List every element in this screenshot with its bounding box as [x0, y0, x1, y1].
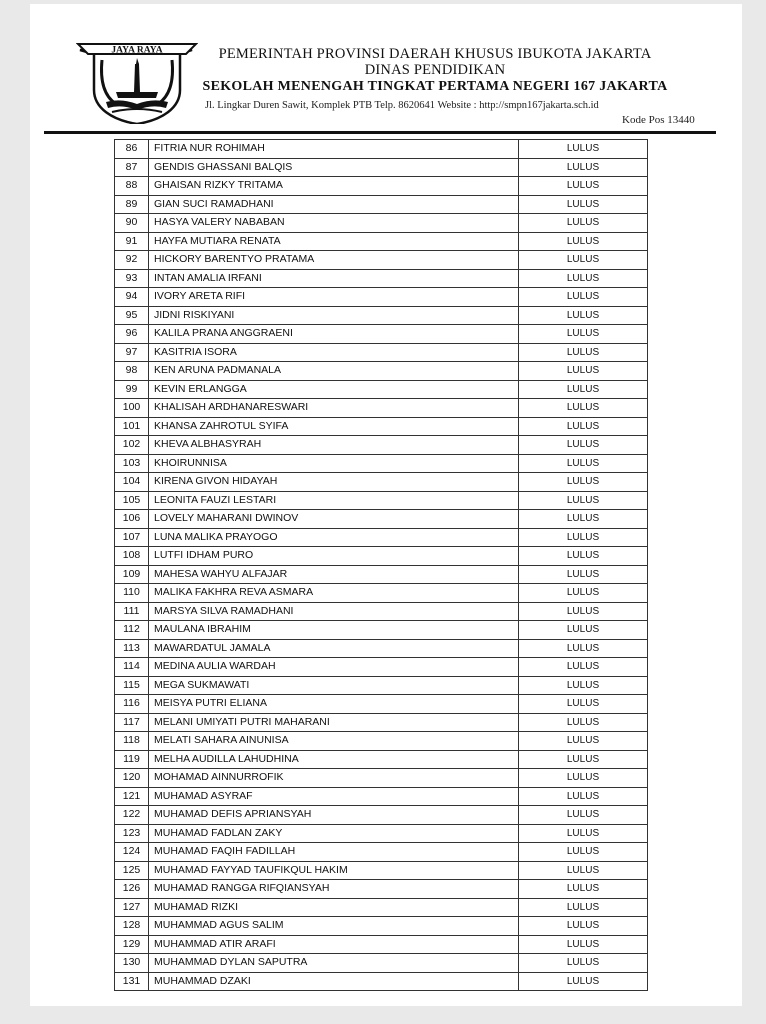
- graduation-status: LULUS: [519, 584, 648, 603]
- graduation-status: LULUS: [519, 232, 648, 251]
- row-number: 91: [115, 232, 149, 251]
- department-line: DINAS PENDIDIKAN: [364, 62, 506, 78]
- table-row: [115, 621, 648, 640]
- student-name: LUNA MALIKA PRAYOGO: [149, 528, 519, 547]
- student-name: HASYA VALERY NABABAN: [149, 214, 519, 233]
- graduation-status: LULUS: [519, 917, 648, 936]
- row-number: 119: [115, 750, 149, 769]
- student-name: MELHA AUDILLA LAHUDHINA: [149, 750, 519, 769]
- graduation-status: LULUS: [519, 732, 648, 751]
- row-number: 93: [115, 269, 149, 288]
- graduation-status: LULUS: [519, 380, 648, 399]
- row-number: 108: [115, 547, 149, 566]
- table-row: [115, 436, 648, 455]
- row-number: 118: [115, 732, 149, 751]
- row-number: 115: [115, 676, 149, 695]
- graduation-status: LULUS: [519, 251, 648, 270]
- row-number: 128: [115, 917, 149, 936]
- graduation-status: LULUS: [519, 676, 648, 695]
- student-name: GIAN SUCI RAMADHANI: [149, 195, 519, 214]
- row-number: 86: [115, 140, 149, 159]
- row-number: 124: [115, 843, 149, 862]
- table-row: [115, 861, 648, 880]
- row-number: 95: [115, 306, 149, 325]
- table-row: [115, 454, 648, 473]
- row-number: 98: [115, 362, 149, 381]
- table-row: [115, 917, 648, 936]
- table-row: [115, 880, 648, 899]
- graduation-status: LULUS: [519, 306, 648, 325]
- graduation-status: LULUS: [519, 639, 648, 658]
- graduation-status: LULUS: [519, 343, 648, 362]
- graduation-status: LULUS: [519, 140, 648, 159]
- table-row: [115, 676, 648, 695]
- table-row: [115, 935, 648, 954]
- table-row: [115, 713, 648, 732]
- table-row: [115, 214, 648, 233]
- row-number: 106: [115, 510, 149, 529]
- row-number: 127: [115, 898, 149, 917]
- graduation-status: LULUS: [519, 269, 648, 288]
- table-row: [115, 288, 648, 307]
- table-row: [115, 269, 648, 288]
- row-number: 121: [115, 787, 149, 806]
- graduation-status: LULUS: [519, 861, 648, 880]
- graduation-status: LULUS: [519, 417, 648, 436]
- graduation-status: LULUS: [519, 454, 648, 473]
- row-number: 105: [115, 491, 149, 510]
- row-number: 116: [115, 695, 149, 714]
- student-name: KEVIN ERLANGGA: [149, 380, 519, 399]
- student-name: JIDNI RISKIYANI: [149, 306, 519, 325]
- row-number: 113: [115, 639, 149, 658]
- graduation-status: LULUS: [519, 195, 648, 214]
- graduation-status: LULUS: [519, 972, 648, 991]
- student-name: MAWARDATUL JAMALA: [149, 639, 519, 658]
- table-row: [115, 639, 648, 658]
- table-row: [115, 769, 648, 788]
- student-name: INTAN AMALIA IRFANI: [149, 269, 519, 288]
- student-name: LEONITA FAUZI LESTARI: [149, 491, 519, 510]
- graduation-status: LULUS: [519, 787, 648, 806]
- graduation-status: LULUS: [519, 565, 648, 584]
- student-name: KHOIRUNNISA: [149, 454, 519, 473]
- table-row: [115, 195, 648, 214]
- student-name: MUHAMMAD DYLAN SAPUTRA: [149, 954, 519, 973]
- school-name: SEKOLAH MENENGAH TINGKAT PERTAMA NEGERI 167 JAKARTA: [202, 79, 668, 94]
- row-number: 109: [115, 565, 149, 584]
- table-row: [115, 473, 648, 492]
- graduation-status: LULUS: [519, 695, 648, 714]
- table-row: [115, 177, 648, 196]
- graduation-status: LULUS: [519, 824, 648, 843]
- student-name: MARSYA SILVA RAMADHANI: [149, 602, 519, 621]
- graduation-status: LULUS: [519, 491, 648, 510]
- student-name: LOVELY MAHARANI DWINOV: [149, 510, 519, 529]
- table-row: [115, 491, 648, 510]
- row-number: 96: [115, 325, 149, 344]
- table-row: [115, 140, 648, 159]
- graduation-status: LULUS: [519, 954, 648, 973]
- graduation-status: LULUS: [519, 436, 648, 455]
- student-name: MALIKA FAKHRA REVA ASMARA: [149, 584, 519, 603]
- row-number: 117: [115, 713, 149, 732]
- graduation-status: LULUS: [519, 158, 648, 177]
- row-number: 88: [115, 177, 149, 196]
- table-row: [115, 158, 648, 177]
- graduation-status: LULUS: [519, 510, 648, 529]
- student-name: MUHAMAD DEFIS APRIANSYAH: [149, 806, 519, 825]
- row-number: 107: [115, 528, 149, 547]
- government-line: PEMERINTAH PROVINSI DAERAH KHUSUS IBUKOTA JAKARTA: [218, 46, 652, 62]
- student-name: KASITRIA ISORA: [149, 343, 519, 362]
- row-number: 126: [115, 880, 149, 899]
- row-number: 120: [115, 769, 149, 788]
- row-number: 87: [115, 158, 149, 177]
- graduation-status: LULUS: [519, 621, 648, 640]
- table-row: [115, 584, 648, 603]
- table-row: [115, 787, 648, 806]
- row-number: 123: [115, 824, 149, 843]
- row-number: 103: [115, 454, 149, 473]
- student-name: MUHAMMAD AGUS SALIM: [149, 917, 519, 936]
- row-number: 104: [115, 473, 149, 492]
- graduation-status: LULUS: [519, 362, 648, 381]
- graduation-status: LULUS: [519, 713, 648, 732]
- table-row: [115, 972, 648, 991]
- student-name: IVORY ARETA RIFI: [149, 288, 519, 307]
- student-name: MUHAMAD ASYRAF: [149, 787, 519, 806]
- student-name: KHEVA ALBHASYRAH: [149, 436, 519, 455]
- graduation-status: LULUS: [519, 658, 648, 677]
- table-row: [115, 695, 648, 714]
- header-divider: [44, 131, 716, 134]
- student-results-table: [114, 139, 648, 991]
- graduation-status: LULUS: [519, 399, 648, 418]
- graduation-status: LULUS: [519, 769, 648, 788]
- table-row: [115, 824, 648, 843]
- student-name: MUHAMAD FADLAN ZAKY: [149, 824, 519, 843]
- table-row: [115, 232, 648, 251]
- student-name: MUHAMAD FAYYAD TAUFIKQUL HAKIM: [149, 861, 519, 880]
- student-name: MELATI SAHARA AINUNISA: [149, 732, 519, 751]
- row-number: 130: [115, 954, 149, 973]
- row-number: 102: [115, 436, 149, 455]
- table-row: [115, 251, 648, 270]
- row-number: 129: [115, 935, 149, 954]
- table-row: [115, 732, 648, 751]
- student-name: KALILA PRANA ANGGRAENI: [149, 325, 519, 344]
- table-row: [115, 417, 648, 436]
- graduation-status: LULUS: [519, 880, 648, 899]
- student-name: MUHAMAD FAQIH FADILLAH: [149, 843, 519, 862]
- student-name: KEN ARUNA PADMANALA: [149, 362, 519, 381]
- graduation-status: LULUS: [519, 935, 648, 954]
- graduation-status: LULUS: [519, 214, 648, 233]
- table-row: [115, 658, 648, 677]
- row-number: 92: [115, 251, 149, 270]
- row-number: 114: [115, 658, 149, 677]
- graduation-status: LULUS: [519, 325, 648, 344]
- graduation-status: LULUS: [519, 473, 648, 492]
- row-number: 122: [115, 806, 149, 825]
- row-number: 111: [115, 602, 149, 621]
- row-number: 89: [115, 195, 149, 214]
- graduation-status: LULUS: [519, 898, 648, 917]
- document-page: [30, 4, 742, 1006]
- student-name: HAYFA MUTIARA RENATA: [149, 232, 519, 251]
- graduation-status: LULUS: [519, 602, 648, 621]
- student-name: MELANI UMIYATI PUTRI MAHARANI: [149, 713, 519, 732]
- table-row: [115, 806, 648, 825]
- student-name: MEISYA PUTRI ELIANA: [149, 695, 519, 714]
- student-name: MEGA SUKMAWATI: [149, 676, 519, 695]
- table-row: [115, 399, 648, 418]
- table-row: [115, 547, 648, 566]
- letterhead: [180, 46, 690, 95]
- table-row: [115, 325, 648, 344]
- postal-code: Kode Pos 13440: [622, 114, 695, 126]
- row-number: 131: [115, 972, 149, 991]
- student-name: KIRENA GIVON HIDAYAH: [149, 473, 519, 492]
- student-name: GHAISAN RIZKY TRITAMA: [149, 177, 519, 196]
- row-number: 97: [115, 343, 149, 362]
- table-row: [115, 510, 648, 529]
- row-number: 100: [115, 399, 149, 418]
- row-number: 94: [115, 288, 149, 307]
- table-row: [115, 898, 648, 917]
- table-row: [115, 843, 648, 862]
- table-row: [115, 565, 648, 584]
- student-name: KHALISAH ARDHANARESWARI: [149, 399, 519, 418]
- student-name: GENDIS GHASSANI BALQIS: [149, 158, 519, 177]
- school-address: Jl. Lingkar Duren Sawit, Komplek PTB Telp. 8620641 Website : http://smpn167jakarta.sch.id: [205, 100, 599, 111]
- graduation-status: LULUS: [519, 177, 648, 196]
- student-name: MAHESA WAHYU ALFAJAR: [149, 565, 519, 584]
- table-row: [115, 750, 648, 769]
- row-number: 110: [115, 584, 149, 603]
- table-row: [115, 602, 648, 621]
- student-name: FITRIA NUR ROHIMAH: [149, 140, 519, 159]
- student-name: MUHAMAD RIZKI: [149, 898, 519, 917]
- student-name: HICKORY BARENTYO PRATAMA: [149, 251, 519, 270]
- row-number: 112: [115, 621, 149, 640]
- row-number: 99: [115, 380, 149, 399]
- student-name: MUHAMMAD ATIR ARAFI: [149, 935, 519, 954]
- student-name: KHANSA ZAHROTUL SYIFA: [149, 417, 519, 436]
- student-name: MUHAMMAD DZAKI: [149, 972, 519, 991]
- table-row: [115, 954, 648, 973]
- graduation-status: LULUS: [519, 528, 648, 547]
- row-number: 125: [115, 861, 149, 880]
- table-row: [115, 380, 648, 399]
- graduation-status: LULUS: [519, 547, 648, 566]
- student-name: MAULANA IBRAHIM: [149, 621, 519, 640]
- student-name: LUTFI IDHAM PURO: [149, 547, 519, 566]
- student-name: MUHAMAD RANGGA RIFQIANSYAH: [149, 880, 519, 899]
- graduation-status: LULUS: [519, 288, 648, 307]
- row-number: 101: [115, 417, 149, 436]
- table-row: [115, 362, 648, 381]
- graduation-status: LULUS: [519, 806, 648, 825]
- row-number: 90: [115, 214, 149, 233]
- table-row: [115, 528, 648, 547]
- table-row: [115, 306, 648, 325]
- table-row: [115, 343, 648, 362]
- logo-text: JAYA RAYA: [111, 45, 163, 56]
- student-name: MOHAMAD AINNURROFIK: [149, 769, 519, 788]
- student-name: MEDINA AULIA WARDAH: [149, 658, 519, 677]
- graduation-status: LULUS: [519, 843, 648, 862]
- graduation-status: LULUS: [519, 750, 648, 769]
